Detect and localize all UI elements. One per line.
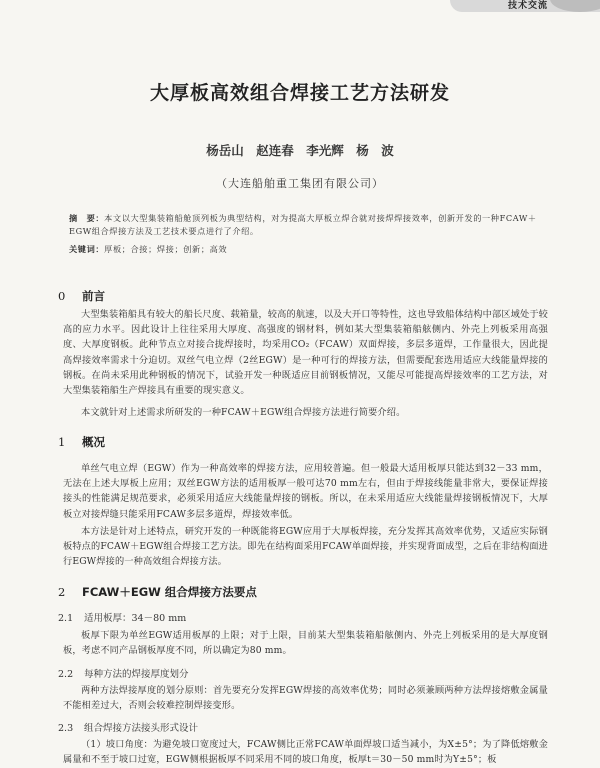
paragraph-overview-2: 本方法是针对上述特点，研究开发的一种既能将EGW应用于大厚板焊接，充分发挥其高效率优势，又适应实际钢板特点的FCAW＋EGW组合焊接工艺方法。即先在结构面采用FCAW单面焊接，并实现背面成型，之后在非结构面进行EGW焊接的一种高效组合焊接方法。 [63,526,548,568]
subsection-number: 2.3 [58,723,74,734]
paragraph-intro-1: 大型集装箱船具有较大的船长尺度、载箱量，较高的航速，以及大开口等特性，这也导致船体结构中部区域处于较高的应力水平。因此设计上往往采用大厚度、高强度的钢材料，例如某大型集装箱船舷侧内、外壳上列板采用高强度、大厚度钢板。此种节点立对接合拢焊接时，均采用CO₂（FCAW）双面焊接，多层多道焊，工作量很大，因此提高焊接效率需求十分迫切。双丝气电立焊（2丝EGW）是一种可行的焊接方法，但需要配套选用适应大线能量焊接的钢板。在尚未采用此种钢板的情况下，试验开发一种既适应目前钢板情况，又能尽可能提高焊接效率的工艺方法，对大型集装箱船生产焊接具有重要的现实意义。 [63,309,548,397]
keywords-text: 厚板；合接；焊接；创新；高效 [104,244,228,254]
section-heading-1 [58,434,105,450]
journal-section-tab [450,0,600,12]
paper-affiliation: （大连船舶重工集团有限公司） [216,177,384,190]
paper-title: 大厚板高效组合焊接工艺方法研发 [149,82,450,104]
section-number: 2 [58,585,66,599]
subsection-title: 适用板厚：34－80 mm [84,613,187,624]
section-number: 1 [58,435,66,449]
abstract-text: 本文以大型集装箱船舱顶列板为典型结构，对为提高大厚板立焊合就对接焊焊接效率，创新开发的一种FCAW＋EGW组合焊接方法及工艺技术要点进行了介绍。 [69,213,537,236]
subsection-heading-2-2 [58,666,189,680]
abstract-label: 摘 要： [69,213,105,223]
section-heading-0 [58,288,105,304]
subsection-number: 2.2 [58,669,74,680]
paragraph-2-1: 板厚下限为单丝EGW适用板厚的上限；对于上限，目前某大型集装箱船舷侧内、外壳上列板采用的是大厚度钢板，考虑不同产品钢板厚度不同，所以确定为80 mm。 [63,630,548,657]
journal-section-label: 技术交流 [507,1,548,11]
subsection-title: 每种方法的焊接厚度划分 [84,669,189,680]
paragraph-2-3: （1）坡口角度：为避免坡口宽度过大，FCAW侧比正常FCAW单面焊坡口适当减小，为X±5°；为了降低熔敷金属量和不至于坡口过宽，EGW侧根据板厚不同采用不同的坡口角度，板厚t＝30－50 mm时为Y±5°；板 [63,739,548,766]
section-heading-2 [58,584,257,600]
paragraph-2-2: 两种方法焊接厚度的划分原则：首先要充分发挥EGW焊接的高效率优势；同时必须兼顾两种方法焊接熔敷金属量不能相差过大，否则会较难控制焊接变形。 [63,685,548,712]
section-number: 0 [58,289,66,303]
paragraph-intro-2: 本文就针对上述需求所研发的一种FCAW＋EGW组合焊接方法进行简要介绍。 [81,407,406,418]
section-title: 前言 [82,289,105,303]
abstract-block [69,212,547,256]
subsection-heading-2-3 [58,720,198,734]
subsection-number: 2.1 [58,613,74,624]
subsection-heading-2-1 [58,610,186,624]
keywords-label: 关键词： [69,244,105,254]
decorative-curve [550,0,600,12]
subsection-title: 组合焊接方法接头形式设计 [84,723,199,734]
section-title: 概况 [82,435,105,449]
section-title: FCAW＋EGW 组合焊接方法要点 [82,585,257,599]
paper-authors: 杨岳山 赵连春 李光辉 杨 波 [206,143,394,158]
paragraph-overview-1: 单丝气电立焊（EGW）作为一种高效率的焊接方法，应用较普遍。但一般最大适用板厚只能达到32－33 mm，无法在上述大厚板上应用；双丝EGW方法的适用板厚一般可达70 mm左右，但由于焊接线能量非常大，要保证焊接接头的性能满足规范要求，必须采用适应大线能量焊接的钢板。所以，在未采用适应大线能量焊接钢板情况下，大厚板立对接焊缝只能采用FCAW多层多道焊，焊接效率低。 [63,463,548,520]
